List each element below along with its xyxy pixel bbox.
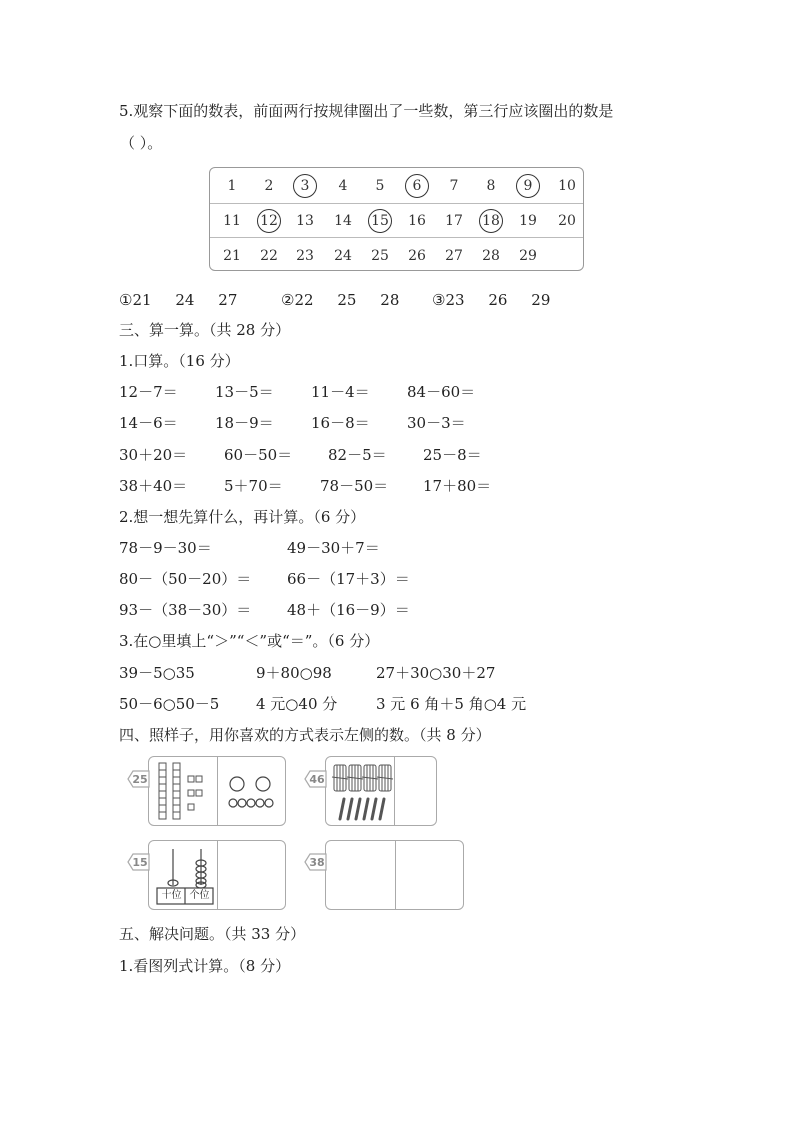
oral-problem: 16－8＝ bbox=[311, 414, 370, 432]
oral-problem: 25－8＝ bbox=[423, 446, 482, 464]
compare-problem: 3 元 6 角＋5 角○4 元 bbox=[376, 695, 527, 713]
number-cell: 1 bbox=[227, 178, 237, 194]
number-cell: 4 bbox=[338, 178, 348, 194]
number-cell: 14 bbox=[334, 213, 352, 229]
step-problem: 78－9－30＝ bbox=[119, 539, 212, 557]
section3-part1-title: 1.口算。（16 分） bbox=[119, 352, 240, 370]
representation-box-25 bbox=[148, 756, 286, 826]
representation-box-46 bbox=[325, 756, 437, 826]
oral-problem: 30＋20＝ bbox=[119, 446, 188, 464]
oral-problem: 30－3＝ bbox=[407, 414, 466, 432]
oral-problem: 84－60＝ bbox=[407, 383, 476, 401]
number-cell: 25 bbox=[371, 248, 389, 264]
number-cell: 17 bbox=[445, 213, 463, 229]
number-cell: 8 bbox=[486, 178, 496, 194]
number-cell: 21 bbox=[223, 248, 241, 264]
number-cell: 16 bbox=[408, 213, 426, 229]
oral-problem: 38＋40＝ bbox=[119, 477, 188, 495]
oral-problem: 13－5＝ bbox=[215, 383, 274, 401]
circled-number-cell: 9 bbox=[510, 169, 546, 203]
compare-problem: 50－6○50－5 bbox=[119, 695, 220, 713]
section5-title: 五、解决问题。（共 33 分） bbox=[119, 925, 306, 943]
compare-problem: 4 元○40 分 bbox=[256, 695, 338, 713]
oral-problem: 17＋80＝ bbox=[423, 477, 492, 495]
number-cell: 20 bbox=[558, 213, 576, 229]
number-tag-38: 38 bbox=[301, 853, 327, 871]
number-tag-15: 15 bbox=[124, 853, 150, 871]
oral-problem: 5＋70＝ bbox=[224, 477, 283, 495]
compare-problem: 39－5○35 bbox=[119, 664, 195, 682]
oral-problem: 60－50＝ bbox=[224, 446, 293, 464]
bundled-sticks-illustration bbox=[326, 757, 438, 827]
oral-problem: 18－9＝ bbox=[215, 414, 274, 432]
q5-option-1: ①21 24 27 bbox=[119, 291, 238, 309]
oral-problem: 82－5＝ bbox=[328, 446, 387, 464]
number-cell: 24 bbox=[334, 248, 352, 264]
section3-part2-title: 2.想一想先算什么，再计算。（6 分） bbox=[119, 508, 366, 526]
number-cell: 29 bbox=[519, 248, 537, 264]
abacus-tens-label: 十位 bbox=[161, 890, 182, 901]
representation-box-38[interactable] bbox=[325, 840, 464, 910]
representation-box-15 bbox=[148, 840, 286, 910]
step-problem: 80－（50－20）＝ bbox=[119, 570, 252, 588]
number-cell: 10 bbox=[558, 178, 576, 194]
circled-number-cell: 3 bbox=[287, 169, 323, 203]
rods-and-cubes-illustration bbox=[149, 757, 287, 827]
number-cell: 28 bbox=[482, 248, 500, 264]
q5-option-3: ③23 26 29 bbox=[432, 291, 551, 309]
section3-title: 三、算一算。（共 28 分） bbox=[119, 321, 291, 339]
step-problem: 48＋（16－9）＝ bbox=[287, 601, 410, 619]
compare-problem: 9＋80○98 bbox=[256, 664, 332, 682]
section3-part3-title: 3.在○里填上“＞”“＜”或“＝”。（6 分） bbox=[119, 632, 380, 650]
step-problem: 93－（38－30）＝ bbox=[119, 601, 252, 619]
number-cell: 26 bbox=[408, 248, 426, 264]
number-tag-25: 25 bbox=[124, 770, 150, 788]
number-tag-46: 46 bbox=[301, 770, 327, 788]
oral-problem: 78－50＝ bbox=[320, 477, 389, 495]
number-table bbox=[209, 167, 584, 271]
abacus-ones-label: 个位 bbox=[189, 890, 210, 901]
number-cell: 7 bbox=[449, 178, 459, 194]
number-cell: 2 bbox=[264, 178, 274, 194]
circled-number-cell: 12 bbox=[251, 204, 287, 238]
oral-problem: 14－6＝ bbox=[119, 414, 178, 432]
q5-answer-paren: （ ）。 bbox=[120, 134, 163, 152]
number-cell: 19 bbox=[519, 213, 537, 229]
circled-number-cell: 18 bbox=[473, 204, 509, 238]
oral-problem: 12－7＝ bbox=[119, 383, 178, 401]
step-problem: 66－（17＋3）＝ bbox=[287, 570, 410, 588]
number-cell: 22 bbox=[260, 248, 278, 264]
circled-number-cell: 15 bbox=[362, 204, 398, 238]
circled-number-cell: 6 bbox=[399, 169, 435, 203]
q5-option-2: ②22 25 28 bbox=[281, 291, 400, 309]
oral-problem: 11－4＝ bbox=[311, 383, 370, 401]
compare-problem: 27＋30○30＋27 bbox=[376, 664, 496, 682]
number-cell: 11 bbox=[223, 213, 241, 229]
number-cell: 13 bbox=[296, 213, 314, 229]
section5-part1-title: 1.看图列式计算。（8 分） bbox=[119, 957, 291, 975]
number-cell: 27 bbox=[445, 248, 463, 264]
q5-text: 5.观察下面的数表，前面两行按规律圈出了一些数，第三行应该圈出的数是 bbox=[119, 102, 614, 120]
number-cell: 23 bbox=[296, 248, 314, 264]
section4-title: 四、照样子，用你喜欢的方式表示左侧的数。（共 8 分） bbox=[119, 726, 491, 744]
step-problem: 49－30＋7＝ bbox=[287, 539, 380, 557]
number-cell: 5 bbox=[375, 178, 385, 194]
